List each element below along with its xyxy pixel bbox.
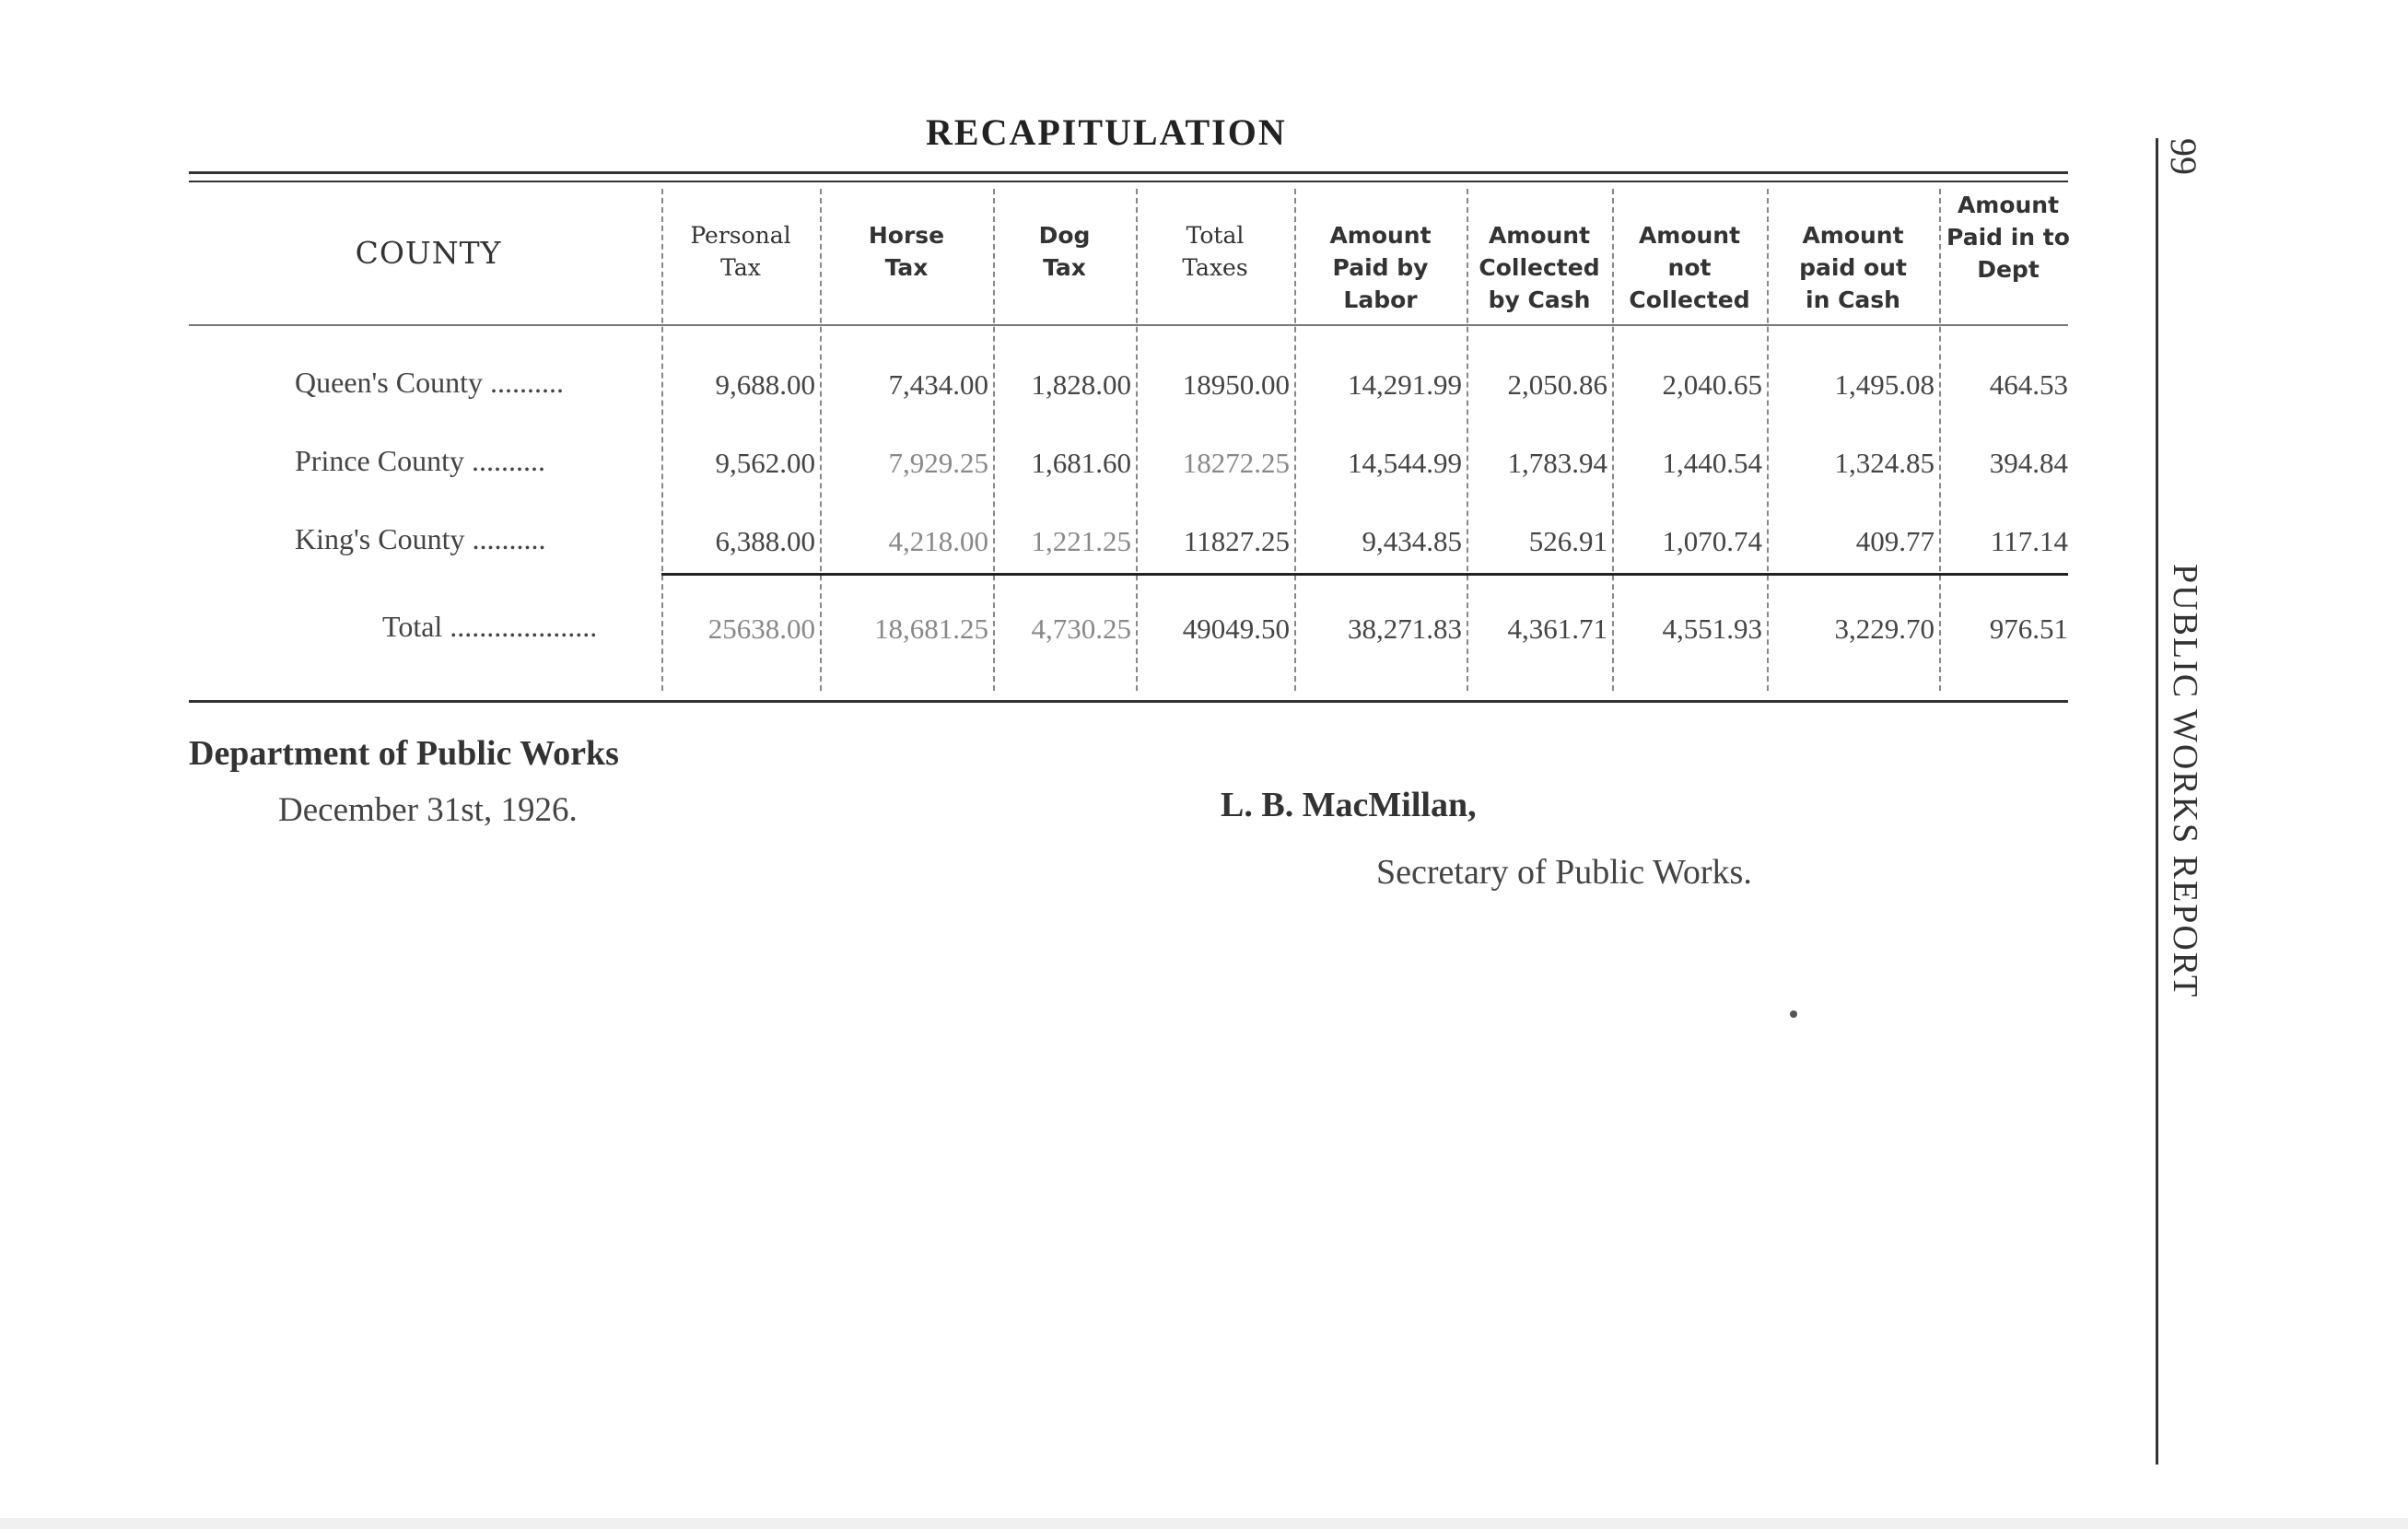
- table-cell: 7,929.25: [888, 447, 988, 479]
- header-horse-tax: Horse Tax: [868, 222, 945, 281]
- table-cell: 1,783.94: [1507, 447, 1607, 479]
- bottom-edge: [0, 1518, 2408, 1529]
- running-head: PUBLIC WORKS REPORT: [2166, 564, 2204, 999]
- header-personal-tax: Personal Tax: [690, 222, 791, 281]
- header-dog-tax: Dog Tax: [1038, 222, 1091, 281]
- table-cell: 1,495.08: [1834, 368, 1935, 401]
- report-date: December 31st, 1926.: [278, 791, 578, 829]
- table-cell: 7,434.00: [888, 368, 988, 401]
- header-paid-by-labor: Amount Paid by Labor: [1329, 222, 1432, 313]
- table-cell: 394.84: [1989, 447, 2068, 479]
- table-cell: 9,434.85: [1362, 525, 1462, 557]
- table-cell: 464.53: [1989, 368, 2068, 401]
- total-cell: 3,229.70: [1834, 613, 1935, 645]
- header-collected-by-cash: Amount Collected by Cash: [1479, 222, 1600, 313]
- header-total-taxes: Total Taxes: [1182, 222, 1248, 281]
- header-paid-in-to-dept: Amount Paid in to Dept: [1946, 192, 2070, 283]
- table-cell: 1,070.74: [1662, 525, 1762, 557]
- table-cell: 117.14: [1990, 525, 2068, 557]
- table-cell: 2,050.86: [1507, 368, 1607, 401]
- total-cell: 976.51: [1989, 613, 2068, 645]
- signer-title: Secretary of Public Works.: [1376, 853, 1752, 892]
- total-cell: 4,361.71: [1507, 613, 1607, 645]
- top-rule-inner: [189, 181, 2068, 182]
- table-cell: 1,324.85: [1834, 447, 1935, 479]
- row-label-queens-county: Queen's County ..........: [295, 366, 564, 399]
- total-cell: 49049.50: [1182, 613, 1290, 645]
- table-cell: 1,828.00: [1031, 368, 1131, 401]
- table-cell: 18272.25: [1182, 447, 1290, 479]
- table-cell: 1,681.60: [1031, 447, 1131, 479]
- row-label-total: Total ....................: [382, 610, 598, 643]
- table-cell: 6,388.00: [715, 525, 815, 557]
- table-cell: 9,562.00: [715, 447, 815, 479]
- department-name: Department of Public Works: [189, 734, 619, 773]
- total-rule: [661, 573, 2068, 576]
- county-header: COUNTY: [355, 235, 502, 271]
- table-cell: 1,440.54: [1662, 447, 1762, 479]
- table-cell: 526.91: [1528, 525, 1607, 557]
- table-cell: 2,040.65: [1662, 368, 1762, 401]
- total-cell: 18,681.25: [874, 613, 988, 645]
- margin-rule: [2156, 138, 2158, 1465]
- total-cell: 38,271.83: [1348, 613, 1462, 645]
- row-label-kings-county: King's County ..........: [295, 522, 546, 555]
- table-cell: 4,218.00: [888, 525, 988, 557]
- table-cell: 1,221.25: [1031, 525, 1131, 557]
- table-cell: 409.77: [1855, 525, 1935, 557]
- row-label-prince-county: Prince County ..........: [295, 444, 545, 477]
- signer-name: L. B. MacMillan,: [1221, 786, 1477, 824]
- table-cell: 14,291.99: [1348, 368, 1462, 401]
- ink-speck: [1790, 1010, 1797, 1018]
- total-cell: 4,730.25: [1031, 613, 1131, 645]
- table-cell: 9,688.00: [715, 368, 815, 401]
- table-cell: 18950.00: [1182, 368, 1290, 401]
- header-not-collected: Amount not Collected: [1629, 222, 1750, 313]
- table-cell: 11827.25: [1183, 525, 1290, 557]
- header-paid-out-in-cash: Amount paid out in Cash: [1799, 222, 1907, 313]
- header-rule: [189, 324, 2068, 326]
- page-number: 99: [2163, 138, 2204, 175]
- total-cell: 25638.00: [707, 613, 815, 645]
- total-cell: 4,551.93: [1662, 613, 1762, 645]
- page-title: RECAPITULATION: [926, 111, 1287, 153]
- bottom-rule: [189, 700, 2068, 703]
- table-cell: 14,544.99: [1348, 447, 1462, 479]
- top-rule: [189, 171, 2068, 174]
